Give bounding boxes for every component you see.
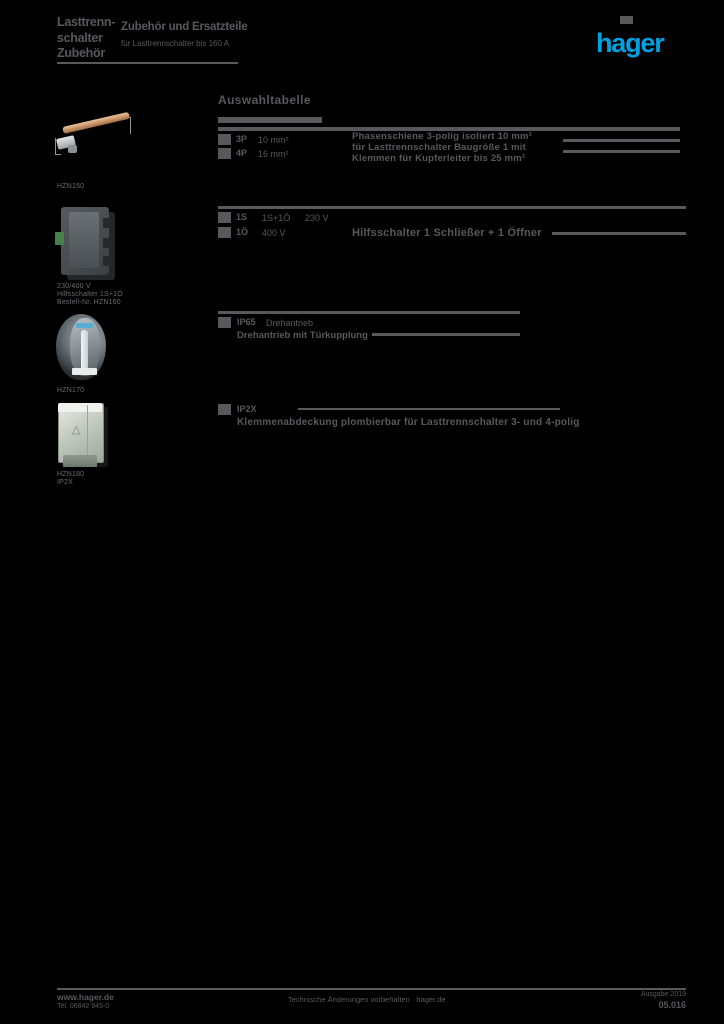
page-title-line-2: schalter	[57, 30, 103, 45]
logo-mark-icon	[620, 16, 633, 24]
product-photo-terminal-cover	[56, 399, 106, 468]
aux-contact-slot	[103, 256, 111, 266]
section1-desc-line-1: Phasenschiene 3-polig isoliert 10 mm²	[352, 131, 533, 142]
section2-rule	[218, 206, 686, 209]
section2-row2-code: 1Ö	[236, 227, 249, 237]
page-title-line-3: Zubehör	[57, 46, 105, 60]
footer-divider	[57, 988, 686, 990]
section4-leader-line	[298, 408, 560, 410]
section3-code: IP65	[237, 317, 256, 327]
heading-underline-bar	[218, 117, 322, 123]
cover-pictogram-icon	[218, 404, 231, 415]
section3-rule	[218, 311, 520, 314]
aux-contact-slot	[103, 238, 111, 248]
hager-logo: hager	[596, 28, 664, 58]
aux-contact-face	[69, 212, 99, 268]
rotary-drive-base	[72, 368, 97, 375]
section1-row1-size: 10 mm²	[258, 134, 289, 145]
header-divider	[57, 62, 238, 64]
section1-row2-code: 4P	[236, 148, 248, 158]
recycling-triangle-icon: △	[72, 424, 81, 436]
section1-row2-size: 16 mm²	[258, 148, 289, 159]
footer-center-text: Technische Änderungen vorbehalten · hager.de	[288, 995, 446, 1004]
product-photo-rotary-drive	[56, 310, 110, 387]
page-subtitle: Zubehör und Ersatzteile	[121, 21, 248, 33]
section2-row1-code: 1S	[236, 212, 248, 222]
busbar-lug	[68, 145, 77, 153]
page-title-line-1: Lasttrenn-	[57, 15, 116, 29]
product-caption: 230/400 V	[57, 283, 91, 290]
section1-desc-line-2: für Lasttrennschalter Baugröße 1 mit	[352, 141, 527, 153]
section3-description: Drehantrieb mit Türkupplung	[237, 330, 368, 341]
section2-row2-text1: 400 V	[262, 228, 286, 238]
aux-contact-green-terminal	[55, 232, 64, 245]
product-caption: IP2X	[57, 479, 73, 486]
section1-description	[352, 132, 561, 164]
pole-pictogram-icon	[218, 148, 231, 159]
section1-desc-line-3: Klemmen für Kupferleiter bis 25 mm²	[352, 152, 526, 164]
rotary-drive-handle	[81, 330, 88, 370]
section2-row1-text2: 230 V	[305, 213, 329, 223]
section3-leader-line	[372, 333, 520, 336]
section2-row1-text1: 1S+1Ö	[262, 213, 291, 223]
terminal-cover-box	[58, 403, 104, 463]
footer-left-line1: www.hager.de	[57, 992, 114, 1002]
selection-table-heading: Auswahltabelle	[218, 93, 311, 107]
product-caption: HZN150	[57, 183, 85, 190]
pole-pictogram-icon	[218, 134, 231, 145]
page-title	[57, 15, 115, 62]
terminal-cover-seam	[87, 405, 88, 459]
section1-leader-line	[563, 150, 680, 153]
product-caption: HZN170	[57, 387, 85, 394]
footer-page-number: 05.016	[658, 1000, 686, 1010]
product-photo-busbar	[55, 112, 131, 159]
section4-code: IP2X	[237, 404, 257, 414]
section1-leader-line	[563, 139, 680, 142]
drive-pictogram-icon	[218, 317, 231, 328]
terminal-cover-bottom	[63, 455, 97, 467]
section2-description: Hilfsschalter 1 Schließer + 1 Öffner	[352, 227, 542, 239]
product-photo-aux-contact	[57, 204, 115, 278]
section3-label: Drehantrieb	[266, 317, 314, 328]
aux-contact-slot	[103, 218, 111, 228]
footer-left-line2: Tel. 06842 945-0	[57, 1003, 110, 1010]
section1-row1-code: 3P	[236, 134, 248, 144]
rotary-drive-blue-stripe	[76, 323, 93, 328]
page-subtitle-small: für Lasttrennschalter bis 160 A	[121, 39, 230, 48]
contact-pictogram-icon	[218, 212, 231, 223]
product-caption: Hilfsschalter 1S+1Ö	[57, 291, 123, 298]
product-caption: HZN180	[57, 471, 85, 478]
section4-description: Klemmenabdeckung plombierbar für Lasttrennschalter 3- und 4-polig	[237, 417, 580, 428]
product-caption: Bestell-Nr. HZN160	[57, 299, 121, 306]
contact-pictogram-icon	[218, 227, 231, 238]
terminal-cover-lid	[58, 403, 102, 412]
section2-leader-line	[552, 232, 686, 235]
footer-edition: Ausgabe 2019	[640, 991, 686, 998]
